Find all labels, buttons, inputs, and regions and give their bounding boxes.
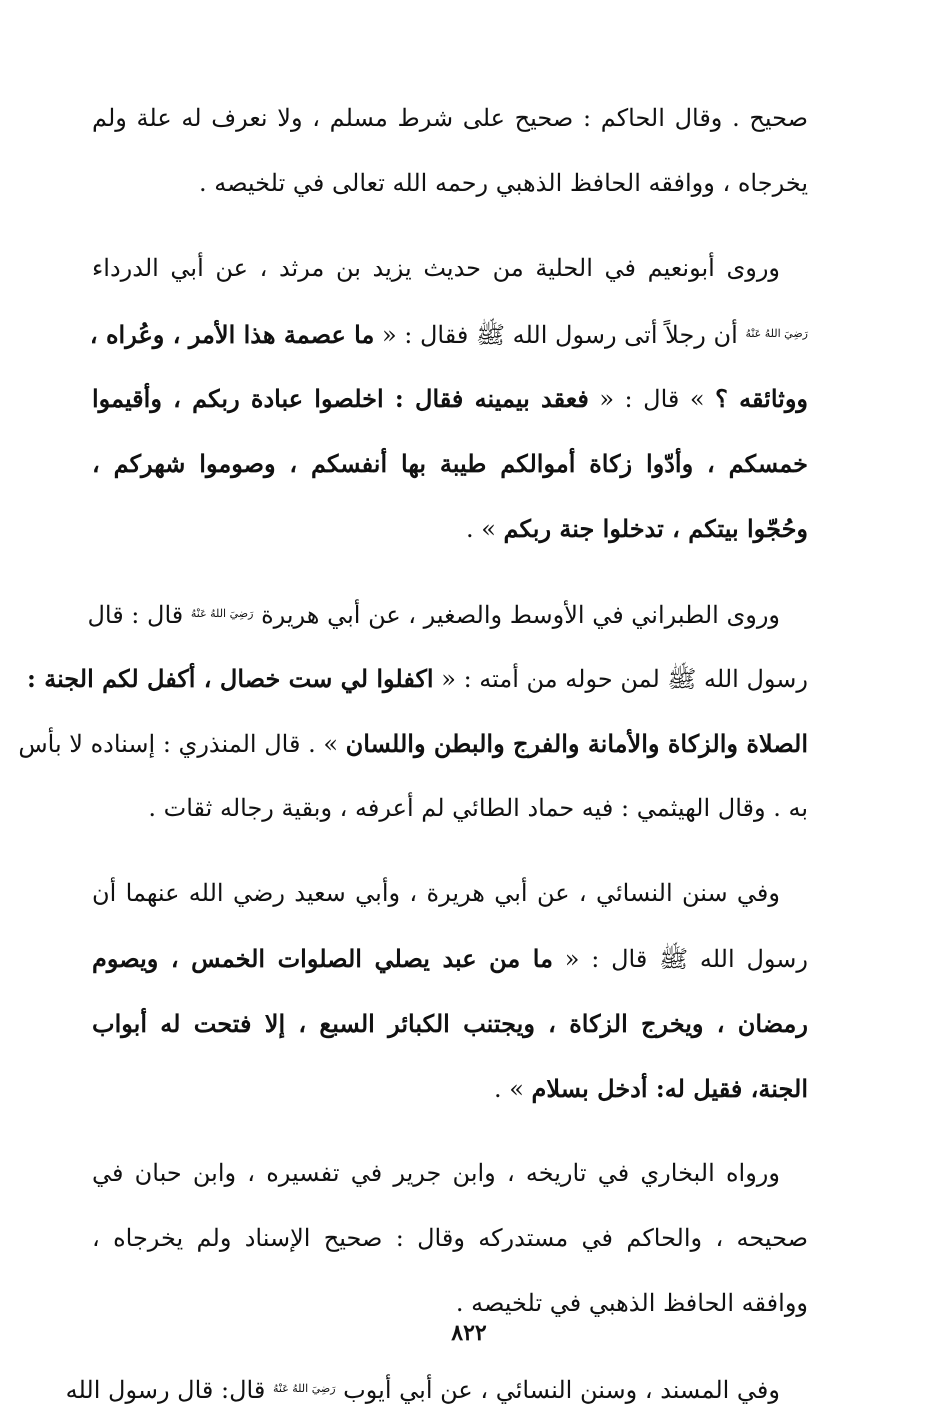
- page-number: ٨٢٢: [451, 1320, 487, 1346]
- text-run: يخرجاه ، ووافقه الحافظ الذهبي رحمه الله تعالى في تلخيصه .: [198, 169, 808, 197]
- paragraph-gap: [92, 1121, 808, 1141]
- text-run: » . قال المنذري : إسناده لا بأس: [18, 730, 339, 758]
- paragraph-3: [18, 581, 808, 841]
- text-run: وفي سنن النسائي ، عن أبي هريرة ، وأبي سعيد رضي الله عنهما أن: [92, 879, 780, 907]
- paragraph-6: [65, 1356, 808, 1421]
- text-run: قال : قال: [87, 601, 184, 629]
- text-run: رسول الله ﷺ لمن حوله من أمته : «: [441, 665, 808, 693]
- paragraph-2: [89, 236, 808, 561]
- text-line: [92, 236, 808, 301]
- text-line: [87, 581, 808, 646]
- hadith-text: خمسكم ، وأدّوا زكاة أموالكم طيبة بها أنفسكم ، وصوموا شهركم ،: [92, 449, 808, 478]
- text-line: [92, 1206, 808, 1271]
- paragraph-gap: [92, 216, 808, 236]
- text-run: قال: قال رسول الله: [65, 1376, 266, 1404]
- paragraph-1: [92, 86, 808, 216]
- text-line: [92, 86, 808, 151]
- text-line: [92, 861, 808, 926]
- text-line: [92, 366, 808, 431]
- paragraph-5: [92, 1141, 808, 1336]
- text-line: [92, 926, 808, 991]
- text-line: [89, 301, 808, 366]
- hadith-text: ما من عبد يصلي الصلوات الخمس ، ويصوم: [92, 944, 553, 973]
- text-line: [92, 1141, 808, 1206]
- hadith-text: ما عصمة هذا الأمر ، وعُراه ،: [89, 320, 375, 349]
- paragraph-4: [92, 861, 808, 1121]
- hadith-text: وحُجّوا بيتكم ، تدخلوا جنة ربكم: [503, 514, 808, 543]
- text-run: » .: [493, 1075, 524, 1103]
- text-run: » قال : «: [599, 385, 705, 413]
- text-run: صحيح . وقال الحاكم : صحيح على شرط مسلم ، ولا نعرف له علة ولم: [92, 104, 808, 132]
- hadith-text: ووثائقه ؟: [715, 384, 808, 413]
- hadith-text: فعقد بيمينه فقال : اخلصوا عبادة ربكم ، وأقيموا: [92, 384, 589, 413]
- text-run: به . وقال الهيثمي : فيه حماد الطائي لم أعرفه ، وبقية رجاله ثقات .: [148, 794, 808, 822]
- hadith-text: اكفلوا لي ست خصال ، أكفل لكم الجنة :: [26, 664, 434, 693]
- text-run: وفي المسند ، وسنن النسائي ، عن أبي أيوب: [343, 1376, 780, 1404]
- honorific-mark: رَضِيَ اللهُ عَنْهُ: [745, 327, 808, 340]
- text-line: [26, 646, 808, 711]
- text-line: [92, 151, 808, 216]
- text-run: وروى الطبراني في الأوسط والصغير ، عن أبي هريرة: [261, 601, 780, 629]
- paragraph-gap: [92, 561, 808, 581]
- text-line: [92, 431, 808, 496]
- honorific-mark: رَضِيَ اللهُ عَنْهُ: [272, 1382, 336, 1395]
- text-run: ورواه البخاري في تاريخه ، وابن جرير في تفسيره ، وابن حبان في: [92, 1159, 780, 1187]
- text-line: [92, 496, 808, 561]
- hadith-text: الصلاة والزكاة والأمانة والفرج والبطن واللسان: [345, 729, 808, 758]
- text-run: ووافقه الحافظ الذهبي في تلخيصه .: [455, 1289, 808, 1317]
- hadith-text: الجنة، فقيل له: أدخل بسلام: [531, 1074, 808, 1103]
- text-line: [18, 711, 808, 776]
- text-line: [92, 1056, 808, 1121]
- text-line: [65, 1356, 808, 1421]
- text-run: صحيحه ، والحاكم في مستدركه وقال : صحيح الإسناد ولم يخرجاه ،: [92, 1224, 809, 1252]
- text-line: [92, 776, 808, 841]
- text-run: » .: [465, 515, 496, 543]
- honorific-mark: رَضِيَ اللهُ عَنْهُ: [190, 607, 254, 620]
- text-run: وروى أبونعيم في الحلية من حديث يزيد بن مرثد ، عن أبي الدرداء: [92, 254, 780, 282]
- text-line: [92, 991, 808, 1056]
- hadith-text: رمضان ، ويخرج الزكاة ، ويجتنب الكبائر السبع ، إلا فتحت له أبواب: [92, 1009, 808, 1038]
- text-run: أن رجلاً أتى رسول الله ﷺ فقال : «: [381, 321, 738, 349]
- paragraph-gap: [92, 841, 808, 861]
- text-run: رسول الله ﷺ قال : «: [564, 945, 808, 973]
